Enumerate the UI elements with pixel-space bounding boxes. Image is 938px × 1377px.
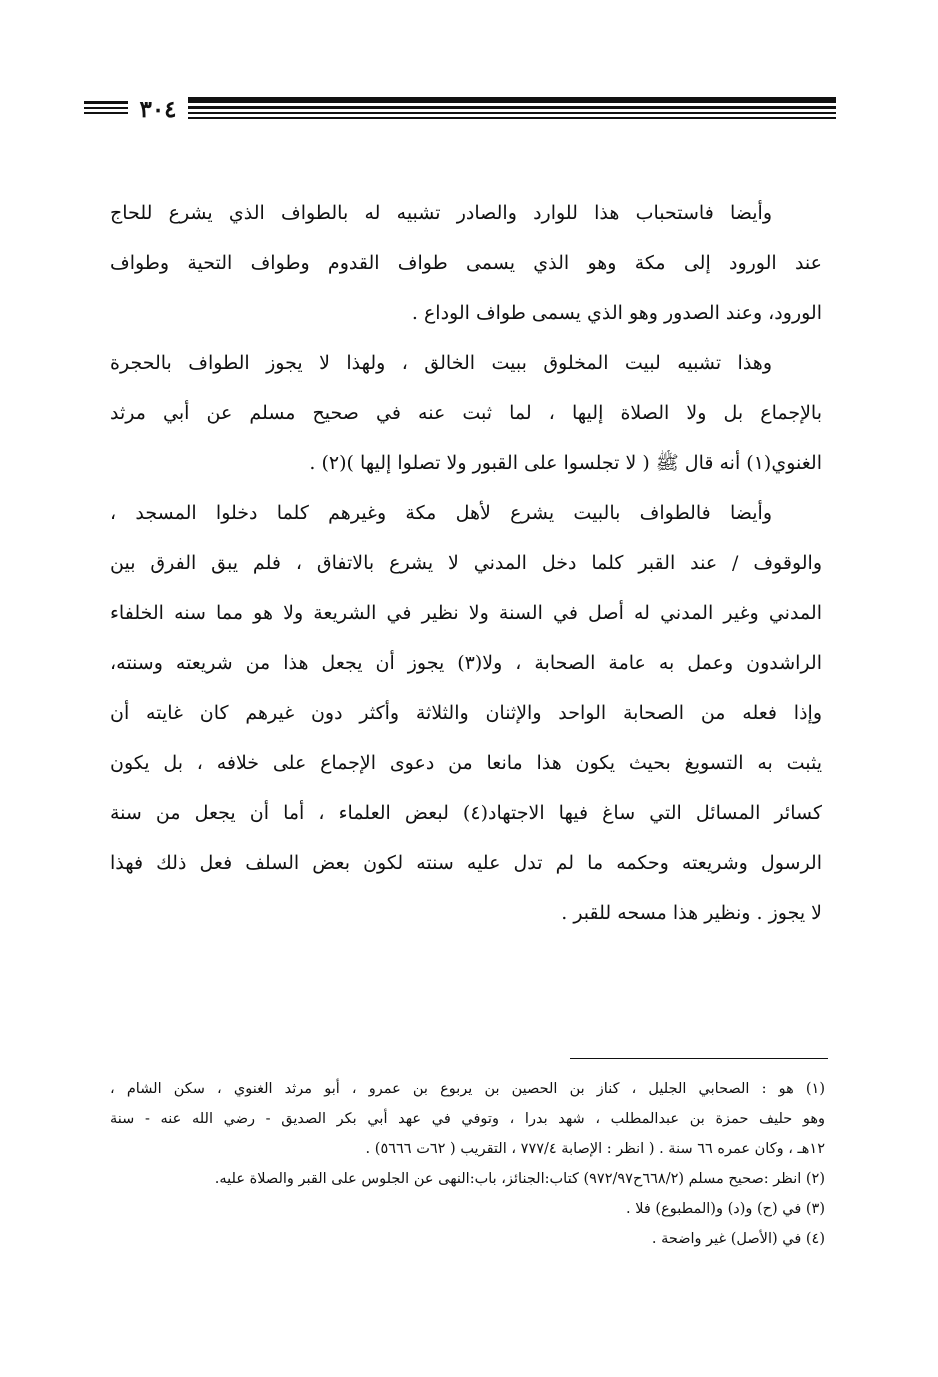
text-line: بالإجماع بل ولا الصلاة إليها ، لما ثبت عنه في صحيح مسلم عن أبي مرثد <box>110 402 822 424</box>
text-line: لا يجوز . ونظير هذا مسحه للقبر . <box>561 902 822 924</box>
text-line: الراشدون وعمل به عامة الصحابة ، ولا(٣) يجوز أن يجعل هذا من شريعته وسنته، <box>110 652 822 674</box>
footnote-line: (٤) في (الأصل) غير واضحة . <box>651 1231 825 1247</box>
text-line: الغنوي(١) أنه قال ﷺ ( لا تجلسوا على القبور ولا تصلوا إليها )(٢) . <box>309 452 822 474</box>
text-line: وأيضا فالطواف بالبيت يشرع لأهل مكة وغيرهم كلما دخلوا المسجد ، <box>110 502 772 524</box>
footnote-line: (٣) في (ح) و(د) و(المطبوع) فلا . <box>626 1201 825 1217</box>
text-line: المدني وغير المدني له أصل في السنة ولا نظير في الشريعة ولا هو مما سنه الخلفاء <box>110 602 822 624</box>
footnotes <box>110 1078 825 1258</box>
text-line: الورود، وعند الصدور وهو الذي يسمى طواف الوداع . <box>411 302 822 324</box>
text-line: عند الورود إلى مكة وهو الذي يسمى طواف القدوم وطواف التحية وطواف <box>110 252 822 274</box>
footnote-line: (١) هو : الصحابي الجليل ، كناز بن الحصين بن يربوع بن عمرو ، أبو مرثد الغنوي ، سكن الشام ، <box>110 1081 825 1097</box>
main-text <box>110 200 822 950</box>
header-rule-right <box>188 97 836 119</box>
footnote-separator <box>570 1058 828 1059</box>
text-line: كسائر المسائل التي ساغ فيها الاجتهاد(٤) لبعض العلماء ، أما أن يجعل من سنة <box>110 802 822 824</box>
page-header <box>84 97 836 127</box>
text-line: الرسول وشريعته وحكمه ما لم تدل عليه سنته لكون بعض السلف فعل ذلك فهذا <box>110 852 822 874</box>
text-line: وهذا تشبيه لبيت المخلوق ببيت الخالق ، ولهذا لا يجوز الطواف بالحجرة <box>110 352 772 374</box>
text-line: والوقوف / عند القبر كلما دخل المدني لا يشرع بالاتفاق ، فلم يبق الفرق بين <box>110 552 822 574</box>
text-line: وإذا فعله من الصحابة الواحد والإثنان والثلاثة وأكثر دون غيرهم كان غايته أن <box>110 702 822 724</box>
footnote-line: ١٢هـ ، وكان عمره ٦٦ سنة . ( انظر : الإصابة ٧٧٧/٤ ، التقريب ( ٦٢ت ٥٦٦٦) . <box>365 1141 825 1157</box>
footnote-line: (٢) انظر :صحيح مسلم (٦٦٨/٢ح٩٧٢/٩٧) كتاب:الجنائز، باب:النهى عن الجلوس على القبر والصلاة عليه. <box>214 1171 825 1187</box>
header-rule-left <box>84 101 128 114</box>
page-number: ٣٠٤ <box>139 96 177 123</box>
text-line: وأيضا فاستحباب هذا للوارد والصادر تشبيه له بالطواف الذي يشرع للحاج <box>110 202 772 224</box>
text-line: يثبت به التسويغ بحيث يكون هذا مانعا من دعوى الإجماع على خلافه ، بل يكون <box>110 752 822 774</box>
footnote-line: وهو حليف حمزة بن عبدالمطلب ، شهد بدرا ، وتوفي في عهد أبي بكر الصديق - رضي الله عنه - سنة <box>110 1111 825 1127</box>
